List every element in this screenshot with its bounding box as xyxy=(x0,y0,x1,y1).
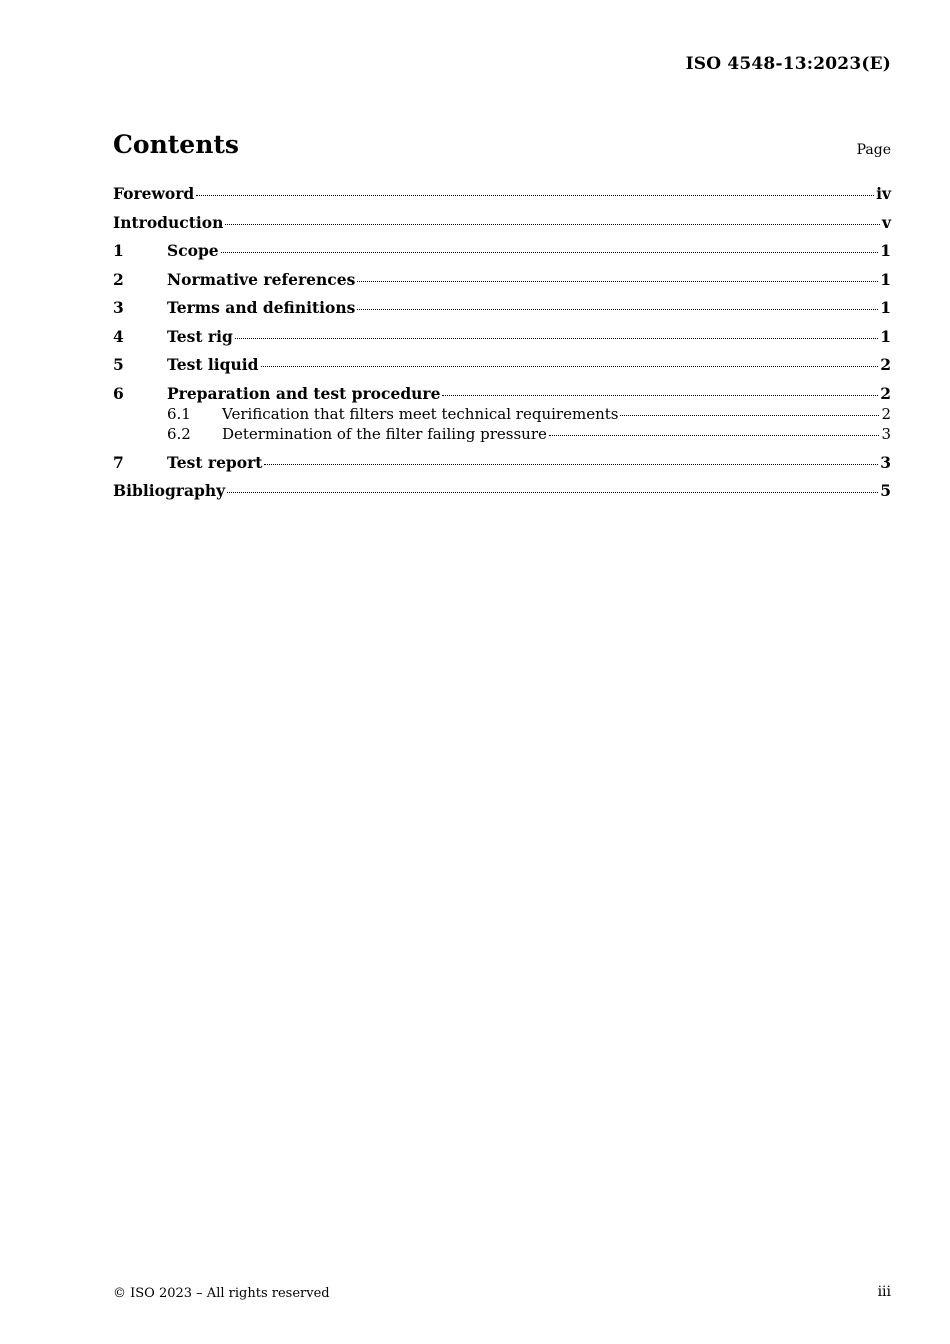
toc-entry-label: Foreword xyxy=(113,184,195,203)
document-code: ISO 4548-13:2023(E) xyxy=(685,54,891,74)
dot-leader xyxy=(620,415,879,416)
toc-entry-label: Introduction xyxy=(113,212,224,232)
toc-entry-label: Test report xyxy=(167,452,263,472)
toc-entry-label: Normative references xyxy=(167,269,356,289)
toc-entry-number: 1 xyxy=(113,241,124,260)
toc-entry-label: Determination of the filter failing pressure xyxy=(222,424,547,443)
page-column-label: Page xyxy=(856,142,891,158)
dot-leader xyxy=(227,492,878,493)
dot-leader xyxy=(442,395,878,396)
toc-entry-number: 7 xyxy=(113,452,124,472)
toc-entry-page: 1 xyxy=(880,269,891,289)
toc-entry-number: 6.1 xyxy=(167,405,191,423)
dot-leader xyxy=(264,464,878,465)
dot-leader xyxy=(225,224,880,225)
toc-entry-page: 1 xyxy=(880,326,891,346)
toc-entry-number: 3 xyxy=(113,298,124,317)
toc-entry-page: 2 xyxy=(881,405,891,423)
contents-title: Contents xyxy=(113,130,240,159)
dot-leader xyxy=(261,366,879,367)
dot-leader xyxy=(357,281,878,282)
toc-entry-foreword[interactable] xyxy=(113,184,891,213)
toc-entry-bibliography[interactable] xyxy=(113,481,891,510)
toc-entry-test-liquid[interactable] xyxy=(113,355,891,384)
toc-entry-number: 6 xyxy=(113,383,124,403)
dot-leader xyxy=(549,435,880,436)
toc-entry-test-rig[interactable] xyxy=(113,327,891,356)
toc-entry-page: iv xyxy=(876,184,891,203)
dot-leader xyxy=(221,252,879,253)
toc-entry-page: 2 xyxy=(880,355,891,374)
toc-entry-label: Test liquid xyxy=(167,355,259,374)
copyright-notice: © ISO 2023 – All rights reserved xyxy=(113,1286,330,1301)
table-of-contents xyxy=(113,184,891,510)
toc-entry-number: 2 xyxy=(113,269,124,289)
dot-leader xyxy=(357,309,878,310)
toc-entry-test-report[interactable] xyxy=(113,453,891,482)
toc-entry-introduction[interactable] xyxy=(113,213,891,242)
toc-entry-label: Verification that filters meet technical requirements xyxy=(222,405,619,423)
toc-subentry-verification[interactable] xyxy=(113,405,891,425)
toc-entry-normative-references[interactable] xyxy=(113,270,891,299)
toc-entry-label: Terms and definitions xyxy=(167,298,356,317)
dot-leader xyxy=(196,195,874,196)
toc-entry-page: 2 xyxy=(880,383,891,403)
toc-entry-page: 1 xyxy=(880,241,891,260)
toc-entry-number: 5 xyxy=(113,355,124,374)
toc-entry-number: 4 xyxy=(113,326,124,346)
toc-entry-page: 3 xyxy=(880,452,891,472)
toc-entry-page: 3 xyxy=(881,424,891,443)
toc-entry-page: v xyxy=(881,212,891,232)
dot-leader xyxy=(235,338,878,339)
page-number: iii xyxy=(877,1284,891,1300)
toc-entry-page: 1 xyxy=(880,298,891,317)
toc-entry-terms-and-definitions[interactable] xyxy=(113,298,891,327)
toc-entry-label: Scope xyxy=(167,241,219,260)
toc-entry-label: Bibliography xyxy=(113,481,226,500)
toc-entry-label: Test rig xyxy=(167,326,233,346)
toc-entry-page: 5 xyxy=(880,481,891,500)
toc-entry-number: 6.2 xyxy=(167,424,191,443)
toc-subentry-failing-pressure[interactable] xyxy=(113,425,891,453)
toc-entry-label: Preparation and test procedure xyxy=(167,383,441,403)
toc-entry-scope[interactable] xyxy=(113,241,891,270)
